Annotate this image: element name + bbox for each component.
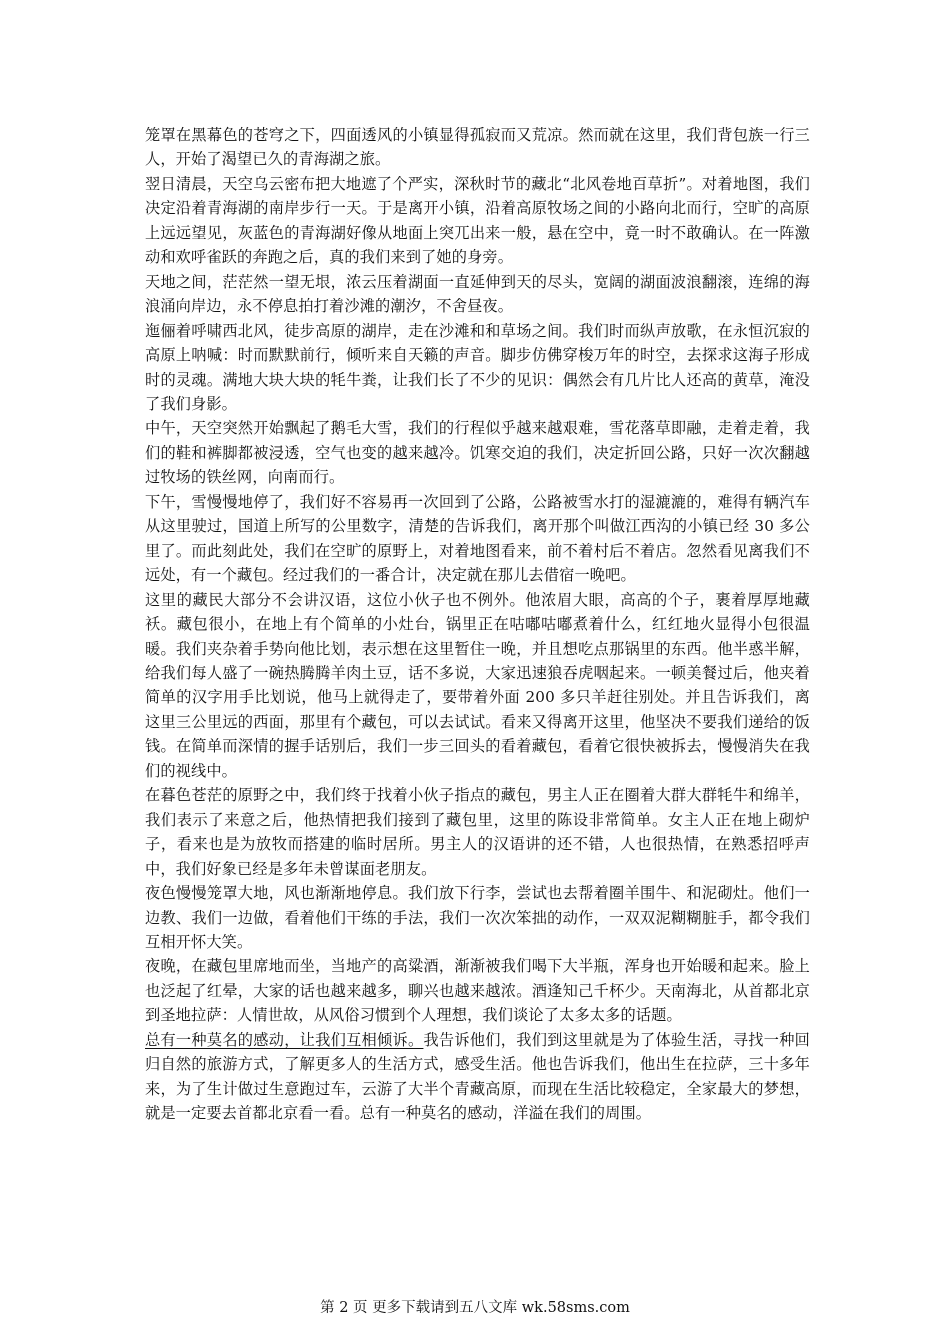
page-footer: 第 2 页 更多下载请到五八文库 wk.58sms.com — [320, 1300, 630, 1316]
paragraph-10: 夜晚，在藏包里席地而坐，当地产的高粱酒，渐渐被我们喝下大半瓶，浑身也开始暖和起来。脸上也泛起了红晕，大家的话也越来越多，聊兴也越来越浓。酒逢知己千杯少。天南海北，从首都北京到圣地拉萨：人情世故，从风俗习惯到个人理想，我们谈论了太多太多的话题。 — [145, 957, 810, 1025]
paragraph-6: 下午，雪慢慢地停了，我们好不容易再一次回到了公路，公路被雪水打的湿漉漉的，难得有辆汽车从这里驶过，国道上所写的公里数字，清楚的告诉我们，离开那个叫做江西沟的小镇已经 30 多公里了。而此刻此处，我们在空旷的原野上，对着地图看来，前不着村后不着店。忽然看见离我们不远处，有一个藏包。经过我们的一番合计，决定就在那儿去借宿一晚吧。 — [145, 492, 810, 585]
paragraph-4: 迤俪着呼啸西北风，徒步高原的湖岸，走在沙滩和和草场之间。我们时而纵声放歌，在永恒沉寂的高原上呐喊：时而默默前行，倾听来自天籁的声音。脚步仿佛穿梭万年的时空，去探求这海子形成时的灵魂。满地大块大块的牦牛粪，让我们长了不少的见识：偶然会有几片比人还高的黄草，淹没了我们身影。 — [145, 321, 810, 413]
article-body — [145, 123, 810, 1126]
paragraph-9: 夜色慢慢笼罩大地，风也渐渐地停息。我们放下行李，尝试也去帮着圈羊围牛、和泥砌灶。他们一边教、我们一边做，看着他们干练的手法，我们一次次笨拙的动作，一双双泥糊糊脏手，都令我们互相开怀大笑。 — [145, 884, 810, 951]
paragraph-11-rest: 我告诉他们，我们到这里就是为了体验生活，寻找一种回归自然的旅游方式，了解更多人的生活方式，感受生活。他也告诉我们，他出生在拉萨，三十多年来，为了生计做过生意跑过车，云游了大半个青藏高原，而现在生活比较稳定，全家最大的梦想，就是一定要去首都北京看一看。总有一种莫名的感动，洋溢在我们的周围。 — [145, 1030, 811, 1123]
paragraph-2: 翌日清晨，天空乌云密布把大地遮了个严实，深秋时节的藏北“北风卷地百草折”。对着地图，我们决定沿着青海湖的南岸步行一天。于是离开小镇，沿着高原牧场之间的小路向北而行，空旷的高原上远远望见，灰蓝色的青海湖好像从地面上突兀出来一般，悬在空中，竟一时不敢确认。在一阵激动和欢呼雀跃的奔跑之后，真的我们来到了她的身旁。 — [145, 174, 810, 267]
paragraph-7: 这里的藏民大部分不会讲汉语，这位小伙子也不例外。他浓眉大眼，高高的个子，裹着厚厚地藏袄。藏包很小，在地上有个简单的小灶台，锅里正在咕嘟咕嘟煮着什么，红红地火显得小包很温暖。我们夹杂着手势向他比划，表示想在这里暂住一晚，并且想吃点那锅里的东西。他半惑半解，给我们每人盛了一碗热腾腾羊肉土豆，话不多说，大家迅速狼吞虎咽起来。一顿美餐过后，他夹着简单的汉字用手比划说，他马上就得走了，要带着外面 200 多只羊赶往别处。并且告诉我们，离这里三公里远的西面，那里有个藏包，可以去试试。看来又得离开这里，他坚决不要我们递给的饭钱。在简单而深情的握手话别后，我们一步三回头的看着藏包，看着它很快被拆去，慢慢消失在我们的视线中。 — [145, 590, 810, 780]
paragraph-11 — [145, 1028, 810, 1126]
paragraph-1: 笼罩在黑幕色的苍穹之下，四面透风的小镇显得孤寂而又荒凉。然而就在这里，我们背包族一行三人，开始了渴望已久的青海湖之旅。 — [145, 126, 810, 169]
underlined-sentence: 总有一种莫名的感动，让我们互相倾诉。 — [145, 1030, 424, 1049]
paragraph-8: 在暮色苍茫的原野之中，我们终于找着小伙子指点的藏包，男主人正在圈着大群大群牦牛和绵羊，我们表示了来意之后，他热情把我们接到了藏包里，这里的陈设非常简单。女主人正在地上砌炉子，看来也是为放牧而搭建的临时居所。男主人的汉语讲的还不错，人也很热情，在熟悉招呼声中，我们好象已经是多年未曾谋面老朋友。 — [145, 786, 810, 878]
paragraph-5: 中午，天空突然开始飘起了鹅毛大雪，我们的行程似乎越来越艰难，雪花落草即融，走着走着，我们的鞋和裤脚都被浸透，空气也变的越来越冷。饥寒交迫的我们，决定折回公路，只好一次次翻越过牧场的铁丝网，向南而行。 — [145, 419, 810, 487]
paragraph-3: 天地之间，茫茫然一望无垠，浓云压着湖面一直延伸到天的尽头，宽阔的湖面波浪翻滚，连绵的海浪涌向岸边，永不停息拍打着沙滩的潮汐，不舍昼夜。 — [145, 272, 810, 316]
